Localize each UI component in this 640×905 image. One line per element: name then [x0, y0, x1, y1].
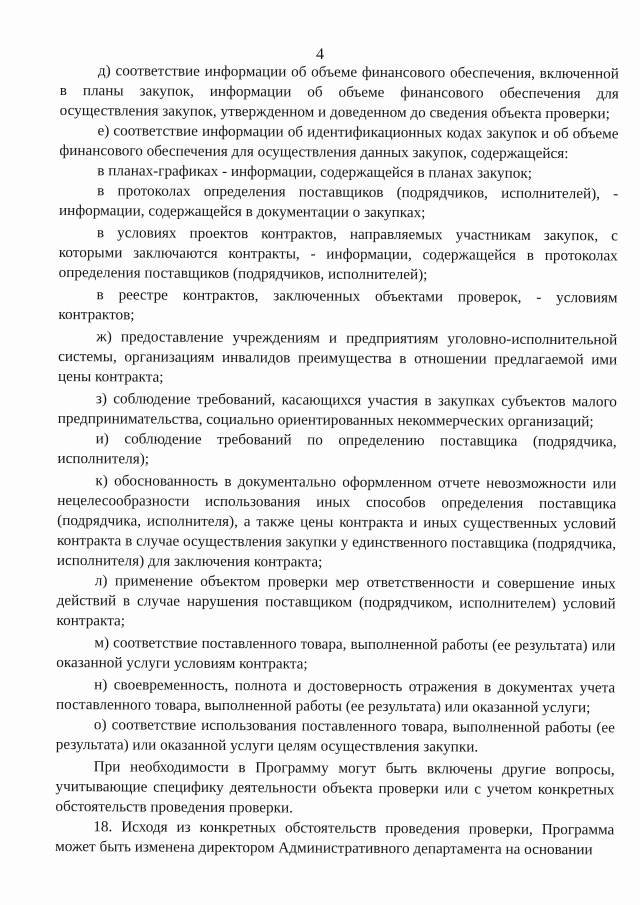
paragraph-l: л) применение объектом проверки мер ответственности и совершение иных действий в случае нарушения поставщиком (подрядчиком, исполнителем) условий контракта;: [56, 572, 616, 630]
document-body: [55, 61, 619, 860]
paragraph-additional-questions: При необходимости в Программу могут быть включены другие вопросы, учитывающие специфику деятельности объекта проверки или с учетом конкретных обстоятельств проведения проверки.: [55, 758, 615, 817]
paragraph-e-item-registry: в реестре контрактов, заключенных объектами проверок, - условиям контрактов;: [58, 286, 618, 324]
paragraph-i: и) соблюдение требований по определению поставщика (подрядчика, исполнителя);: [57, 430, 617, 468]
page-number: 4: [316, 46, 324, 63]
paragraph-e: е) соответствие информации об идентификационных кодах закупок и об объеме финансового обеспечения для осуществления данных закупок, содержащейся:: [59, 122, 619, 163]
paragraph-e-item-contract-drafts: в условиях проектов контрактов, направляемых участникам закупок, с которыми заключаются контракты, - информации, содержащейся в протоколах определения поставщиков (подрядчиков, исполнителей);: [58, 224, 618, 284]
paragraph-zh: ж) предоставление учреждениям и предприятиям уголовно-исполнительной системы, организациям инвалидов преимущества в отношении предлагаемой ими цены контракта;: [58, 328, 618, 386]
paragraph-z: з) соблюдение требований, касающихся участия в закупках субъектов малого предпринимательства, социально ориентированных некоммерческих организаций;: [57, 390, 617, 431]
paragraph-n: н) своевременность, полнота и достоверность отражения в документах учета поставленного товара, выполненной работы (ее результата) или оказанной услуги;: [56, 676, 616, 717]
paragraph-k: к) обоснованность в документально оформленном отчете невозможности или нецелесообразности использования иных способов определения поставщика (подрядчика, исполнителя), а также цены контракта и иных существенных условий контракта в случае осуществления закупки у единственного поставщика (подрядчика, исполнителя) для заключения контракта;: [56, 472, 617, 571]
paragraph-18: 18. Исходя из конкретных обстоятельств проведения проверки, Программа может быть изменена директором Административного департамента на основании: [55, 818, 615, 859]
paragraph-e-item-plans: в планах-графиках - информации, содержащейся в планах закупок;: [97, 162, 533, 182]
paragraph-m: м) соответствие поставленного товара, выполненной работы (ее результата) или оказанной услуги условиям контракта;: [56, 634, 616, 673]
paragraph-e-item-protocols: в протоколах определения поставщиков (подрядчиков, исполнителей), - информации, содержащейся в документации о закупках;: [59, 182, 619, 222]
paragraph-d: д) соответствие информации об объеме финансового обеспечения, включенной в планы закупок, информации об объеме финансового обеспечения для осуществления закупок, утвержденном и доведенном до сведения объекта проверки;: [59, 62, 619, 123]
paragraph-o: о) соответствие использования поставленного товара, выполненной работы (ее результата) или оказанной услуги целям осуществления закупки.: [55, 716, 615, 756]
